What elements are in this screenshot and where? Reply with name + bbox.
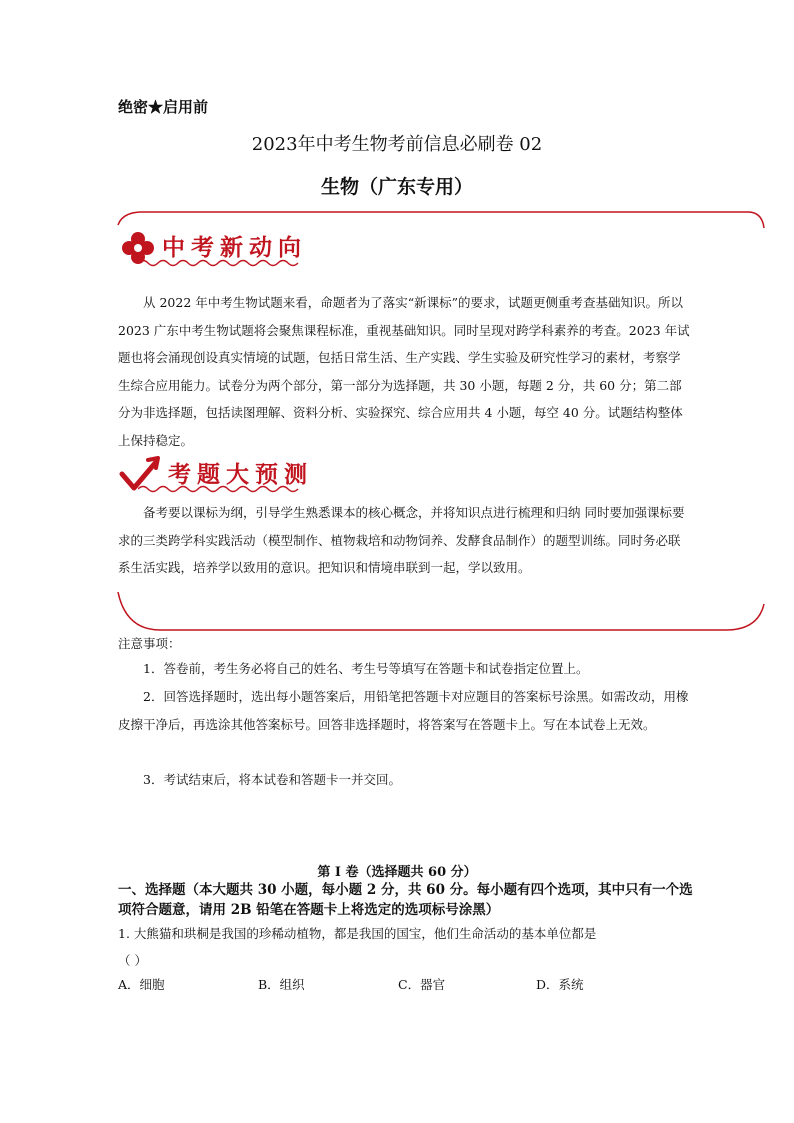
page-subtitle: 生物（广东专用） bbox=[320, 176, 473, 198]
question-1-stem: 1. 大熊猫和珙桐是我国的珍稀动植物，都是我国的国宝，他们生命活动的基本单位都是 bbox=[118, 926, 597, 941]
note-item-1: 1．答卷前，考生务必将自己的姓名、考生号等填写在答题卡和试卷指定位置上。 bbox=[143, 661, 589, 676]
wavy-underline-1 bbox=[138, 258, 300, 268]
volume-title: 第 I 卷（选择题共 60 分） bbox=[317, 865, 477, 880]
section1-title: 中考新动向 bbox=[162, 235, 307, 261]
note-item-2: 2．回答选择题时，选出每小题答案后，用铅笔把答题卡对应题目的答案标号涂黑。如需改动，用橡皮擦干净后，再选涂其他答案标号。回答非选择题时，将答案写在答题卡上。写在本试卷上无效。 bbox=[118, 689, 689, 732]
mcq-heading: 一、选择题（本大题共 30 小题，每小题 2 分，共 60 分。每小题有四个选项，其中只有一个选项符合题意，请用 2B 铅笔在答题卡上将选定的选项标号涂黑） bbox=[118, 882, 693, 918]
question-1 bbox=[118, 920, 690, 974]
note-item-3: 3．考试结束后，将本试卷和答题卡一并交回。 bbox=[143, 772, 401, 787]
section2-title: 考题大预测 bbox=[168, 462, 313, 488]
option-b: B．组织 bbox=[258, 977, 305, 992]
question-1-blank: （ ） bbox=[118, 953, 147, 968]
page-title: 2023年中考生物考前信息必刷卷 02 bbox=[251, 134, 543, 155]
section1-paragraph: 从 2022 年中考生物试题来看，命题者为了落实“新课标”的要求，试题更侧重考查基础知识。所以 2023 广东中考生物试题将会聚焦课程标准，重视基础知识。同时呈现对跨学科素养的考查。2023 年试题也将会涌现创设真实情境的试题，包括日常生活、生产实践、学生实验及研究性学习的素材，考察学生综合应用能力。试卷分为两个部分，第一部分为选择题，共 30 小题，每题 2 分，共 60 分；第二部分为非选择题，包括读图理解、资料分析、实验探究、综合应用共 4 小题，每空 40 分。试题结构整体上保持稳定。 bbox=[118, 295, 690, 448]
option-d: D．系统 bbox=[536, 977, 584, 992]
section2-paragraph: 备考要以课标为纲，引导学生熟悉课本的核心概念，并将知识点进行梳理和归纳 同时要加强课标要求的三类跨学科实践活动（模型制作、植物栽培和动物饲养、发酵食品制作）的题型训练。同时务必联系生活实践，培养学以致用的意识。把知识和情境串联到一起，学以致用。 bbox=[118, 505, 685, 575]
option-a: A．细胞 bbox=[118, 977, 165, 992]
wavy-underline-2 bbox=[138, 484, 300, 494]
secret-label: 绝密★启用前 bbox=[118, 98, 209, 116]
option-c: C．器官 bbox=[398, 977, 446, 992]
notes-heading: 注意事项： bbox=[118, 636, 181, 651]
